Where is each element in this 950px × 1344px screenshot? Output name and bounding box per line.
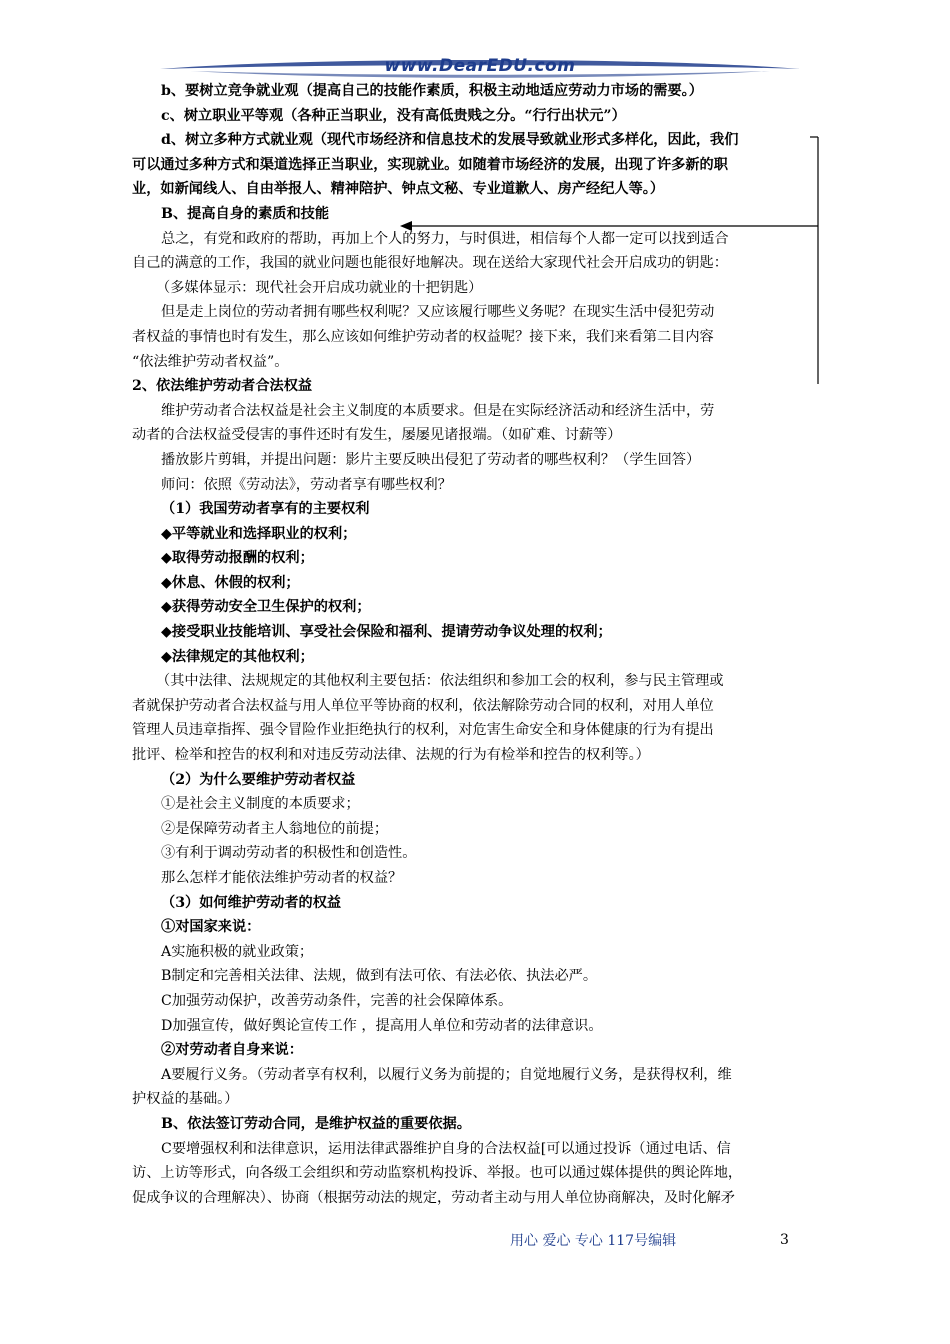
text-line: C要增强权利和法律意识，运用法律武器维护自身的合法权益[可以通过投诉（通过电话、信 (161, 1140, 731, 1157)
text-line: （2）为什么要维护劳动者权益 (161, 771, 356, 788)
text-line: 那么怎样才能依法维护劳动者的权益？ (161, 870, 403, 886)
document-body (132, 79, 822, 1210)
text-line: ◆获得劳动安全卫生保护的权利； (161, 599, 371, 616)
text-line: b、要树立竞争就业观（提高自己的技能作素质，积极主动地适应劳动力市场的需要。） (161, 83, 703, 99)
text-line: C加强劳动保护，改善劳动条件，完善的社会保障体系。 (161, 992, 513, 1009)
text-line: ◆接受职业技能培训、享受社会保险和福利、提请劳动争议处理的权利； (161, 624, 612, 641)
text-line: 动者的合法权益受侵害的事件还时有发生，屡屡见诸报端。（如矿难、讨薪等） (132, 427, 622, 444)
text-line: A要履行义务。（劳动者享有权利，以履行义务为前提的；自觉地履行义务，是获得权利，维 (161, 1066, 732, 1083)
text-line: d、树立多种方式就业观（现代市场经济和信息技术的发展导致就业形式多样化，因此，我们 (161, 132, 739, 149)
text-line: 护权益的基础。） (132, 1091, 239, 1108)
text-line: 管理人员违章指挥、强令冒险作业拒绝执行的权利，对危害生命安全和身体健康的行为有提出 (132, 722, 714, 739)
text-line: ③有利于调动劳动者的积极性和创造性。 (161, 845, 417, 862)
text-line: 访、上访等形式，向各级工会组织和劳动监察机构投诉、举报。也可以通过媒体提供的舆论阵地， (132, 1165, 743, 1182)
text-line: 但是走上岗位的劳动者拥有哪些权利呢？又应该履行哪些义务呢？在现实生活中侵犯劳动 (161, 304, 715, 321)
text-line: ◆平等就业和选择职业的权利； (161, 525, 357, 542)
text-line: 者权益的事情也时有发生，那么应该如何维护劳动者的权益呢？接下来，我们来看第二目内容 (132, 328, 714, 345)
text-line: （1）我国劳动者享有的主要权利 (161, 501, 370, 518)
text-line: B制定和完善相关法律、法规，做到有法可依、有法必依、执法必严。 (161, 968, 598, 985)
text-line: 自己的满意的工作，我国的就业问题也能很好地解决。现在送给大家现代社会开启成功的钥匙： (132, 255, 728, 272)
text-line: 可以通过多种方式和渠道选择正当职业，实现就业。如随着市场经济的发展，出现了许多新的职 (132, 156, 728, 173)
text-line: ②是保障劳动者主人翁地位的前提； (161, 820, 389, 837)
page-number: 3 (780, 1232, 789, 1248)
text-line: ◆取得劳动报酬的权利； (161, 550, 314, 567)
text-line: ◆法律规定的其他权利； (161, 648, 314, 665)
text-line: 师问：依照《劳动法》，劳动者享有哪些权利？ (161, 476, 452, 493)
text-line: D加强宣传，做好舆论宣传工作 ，提高用人单位和劳动者的法律意识。 (161, 1017, 603, 1034)
text-line: c、树立职业平等观（各种正当职业，没有高低贵贱之分。“行行出状元”） (161, 107, 626, 124)
text-line: A实施积极的就业政策； (161, 943, 314, 960)
text-line: （3）如何维护劳动者的权益 (161, 894, 342, 911)
text-line: 促成争议的合理解决）、协商（根据劳动法的规定，劳动者主动与用人单位协商解决，及时化解矛 (132, 1189, 735, 1206)
site-url: www.DearEDU.com (384, 56, 576, 76)
text-line: ◆休息、休假的权利； (161, 574, 300, 591)
text-line: 维护劳动者合法权益是社会主义制度的本质要求。但是在实际经济活动和经济生活中，劳 (161, 402, 715, 419)
text-line: B、提高自身的素质和技能 (161, 205, 330, 222)
text-line: 业，如新闻线人、自由举报人、精神陪护、钟点文秘、专业道歉人、房产经纪人等。） (132, 181, 665, 198)
text-line: 播放影片剪辑，并提出问题：影片主要反映出侵犯了劳动者的哪些权利？（学生回答） (161, 451, 701, 468)
text-line: “依法维护劳动者权益”。 (132, 353, 289, 370)
text-line: ①对国家来说： (161, 919, 261, 936)
text-line: 者就保护劳动者合法权益与用人单位平等协商的权利，依法解除劳动合同的权利，对用人单位 (132, 697, 714, 714)
text-line: （多媒体显示：现代社会开启成功就业的十把钥匙） (156, 279, 483, 296)
text-line: 2、依法维护劳动者合法权益 (132, 378, 313, 395)
text-line: 批评、检举和控告的权利和对违反劳动法律、法规的行为有检举和控告的权利等。） (132, 747, 650, 764)
text-line: ②对劳动者自身来说： (161, 1042, 303, 1059)
text-line: （其中法律、法规规定的其他权利主要包括：依法组织和参加工会的权利，参与民主管理或 (156, 673, 724, 690)
footer-note: 用心 爱心 专心 117号编辑 (510, 1233, 677, 1249)
text-line: 总之，有党和政府的帮助，再加上个人的努力，与时俱进，相信每个人都一定可以找到适合 (161, 230, 729, 247)
text-line: ①是社会主义制度的本质要求； (161, 796, 360, 813)
text-line: B、依法签订劳动合同，是维护权益的重要依据。 (161, 1115, 471, 1132)
